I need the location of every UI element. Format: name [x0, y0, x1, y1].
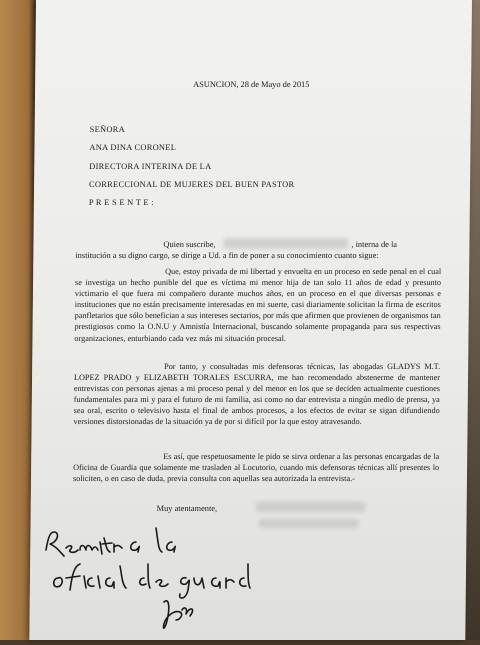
paragraph-2: Por tanto, y consultadas mis defensoras técnicas, las abogadas GLADYS M.T. LOPEZ PRADO y ELIZABETH TORALES ESCURRA, me han recomendado abstenerme de mantener entrevistas con personas ajenas a mi proceso penal y del menor en los que se deciden actualmente cuestiones fundamentales para mi y para el futuro de mi familia, asi como no dar entrevista a ningún medio de prensa, ya sea oral, escrito o televisivo hasta el final de ambos procesos, a los efectos de evitar se sigan difundiendo versiones distorsionadas de la situación ya de por si difícil por la que estoy atravesando.: [73, 362, 441, 427]
handwritten-annotation: [40, 520, 260, 640]
addressee-line-4: CORRECCIONAL DE MUJERES DEL BUEN PASTOR: [89, 180, 295, 189]
addressee-line-5: P R E S E N T E :: [88, 198, 154, 207]
addressee-line-2: ANA DINA CORONEL: [89, 143, 177, 152]
redacted-id-line: [258, 519, 358, 528]
paragraph-1: Que, estoy privada de mi libertad y envuelta en un proceso en sede penal en el cual se investiga un hecho punible del que es víctima mi menor hija de tan solo 11 años de edad y presunto victimario el que fuera mi compañero durante muchos años, en un proceso en el que diversas personas e instituciones que no están precisamente interesadas en mi suerte, casi diariamente solicitan la firma de escritos panfletarios que sólo benefician a sus intereses sectarios, por más que afirmen que provienen de organismos tan prestigiosos como la O.N.U y Amnistía Internacional, buscando solamente propaganda para sus respectivas organizaciones, enturbiando cada vez más mi situación procesal.: [74, 267, 442, 343]
redacted-name: [223, 238, 348, 249]
redacted-signature-line: [256, 502, 366, 512]
addressee-line-1: SEÑORA: [89, 125, 126, 134]
intro-prefix: Quien suscribe,: [163, 240, 216, 249]
handwriting-strokes: [40, 520, 260, 640]
intro-suffix: , interna de la: [351, 240, 398, 249]
addressee-line-3: DIRECTORA INTERINA DE LA: [89, 162, 212, 171]
date-line: ASUNCION, 28 de Mayo de 2015: [193, 80, 310, 89]
intro-line-2: institución a su digno cargo, se dirige a Ud. a fin de poner a su conocimiento cuanto sigue:: [75, 251, 379, 260]
paragraph-3: Es así, que respetuosamente le pido se sirva ordenar a las personas encargadas de la Oficina de Guardia que solamente me trasladen al Locutorio, cuando mis defensoras técnicas allí presentes lo soliciten, o en caso de duda, previa consulta con aquellas sea autorizada la entrevista.-: [72, 452, 440, 484]
closing: Muy atentamente,: [156, 504, 218, 513]
